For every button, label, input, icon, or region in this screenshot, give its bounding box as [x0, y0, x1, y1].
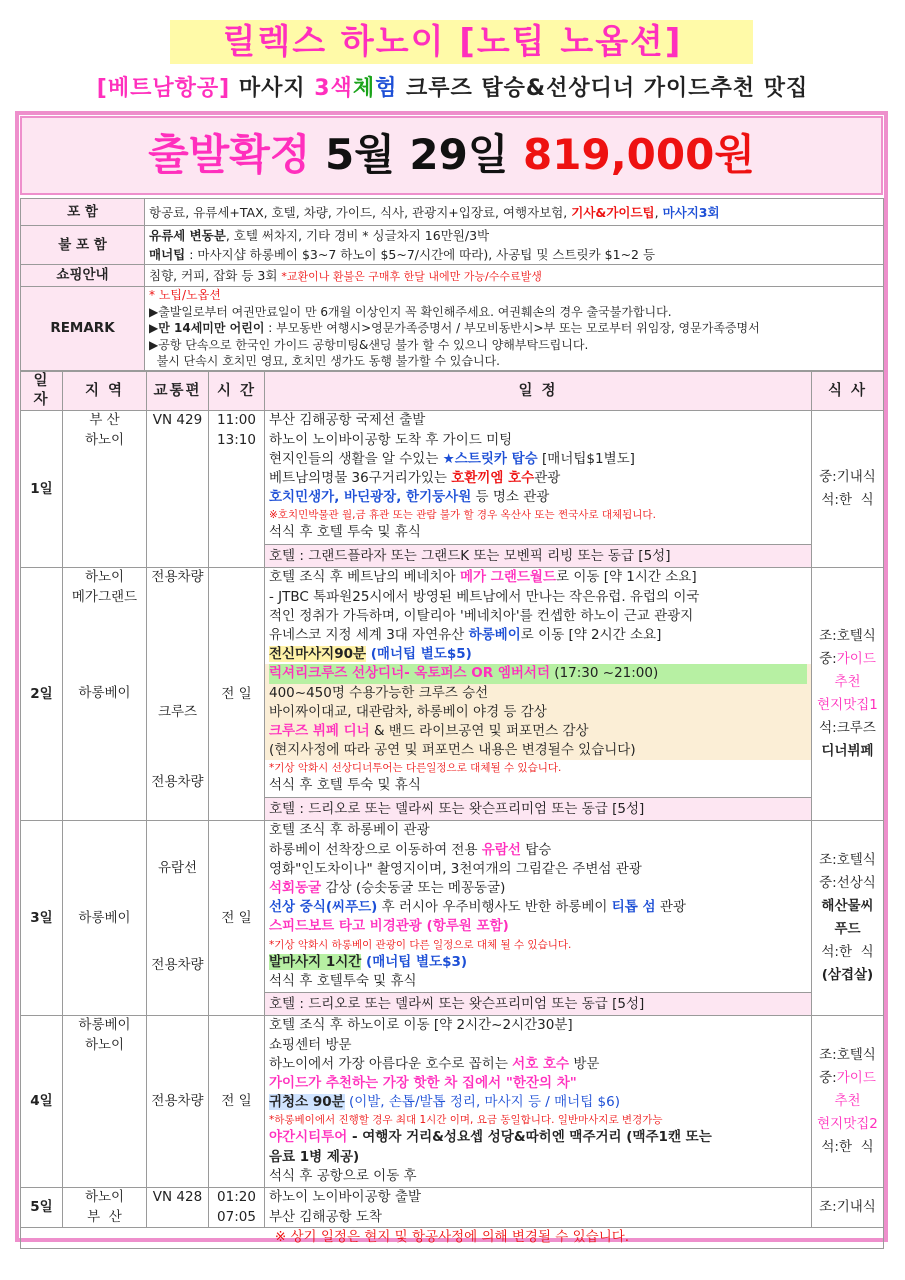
- day4-schedule: 호텔 조식 후 하노이로 이동 [약 2시간~2시간30분] 쇼핑센터 방문 하노이에서 가장 아름다운 호수로 꼽히는 서호 호수 방문 가이드가 추천하는 가장 핫한 차 집에서 "한잔의 차" 귀청소 90분 (이발, 손톱/발톱 정리, 마사지 등 / 매너팁 $6) *하롱베이에서 진행할 경우 최대 1시간 이며, 요금 동일합니다. 일반마사지로 변경가능 야간시티투어 - 여행자 거리&성요셉 성당&따히엔 맥주거리 (맥주1캔 또는 음료 1병 제공) 석식 후 공항으로 이동 후: [265, 1016, 812, 1188]
- day3-time: 전 일: [209, 821, 265, 1016]
- day5-region: 하노이 부 산: [63, 1188, 147, 1228]
- day1-row: [21, 411, 884, 545]
- header-transport: 교통편: [147, 372, 209, 411]
- subtitle-massage: 마사지: [230, 76, 315, 101]
- day2-cruise-block: 럭셔리크루즈 선상디너- 옥토퍼스 OR 엠버서더 (17:30 ~21:00) 400~450명 수용가능한 크루즈 승선 바이짜이대교, 대관람차, 하롱베이 야경 등 감상 크루즈 뷔페 디너 & 밴드 라이브공연 및 퍼포먼스 감상 (현지사정에 따라 공연 및 퍼포먼스 내용은 변경될수 있습니다): [265, 664, 811, 760]
- page-title: 릴렉스 하노이 [노팁 노옵션]: [222, 22, 683, 62]
- header-schedule: 일 정: [265, 372, 812, 411]
- day4-region: 하롱베이 하노이: [63, 1016, 147, 1188]
- day1-meal: 중:기내식 석:한 식: [812, 411, 884, 568]
- header-region: 지 역: [63, 372, 147, 411]
- day1-region: 부 산 하노이: [63, 411, 147, 568]
- day5-label: 5일: [21, 1188, 63, 1228]
- subtitle-airline: [베트남항공]: [96, 76, 231, 101]
- day5-schedule: 하노이 노이바이공항 출발 부산 김해공항 도착: [265, 1188, 812, 1228]
- day2-row: [21, 568, 884, 798]
- remark-label: REMARK: [21, 287, 145, 371]
- remark-text: * 노팁/노옵션 ▶출발일로부터 여권만료일이 만 6개월 이상인지 꼭 확인해주세요. 여권훼손의 경우 출국불가합니다. ▶만 14세미만 어린이 : 부모동반 여행시>영문가족증명서 / 부모비동반시>부 또는 모로부터 위임장, 영문가족증명서 ▶공항 단속으로 한국인 가이드 공항미팅&샌딩 불가 할 수 있으니 양해부탁드립니다. 불시 단속시 호치민 영묘, 호치민 생가도 동행 불가할 수 있습니다.: [145, 287, 884, 371]
- day2-time: 전 일: [209, 568, 265, 821]
- include-label: 포 함: [21, 199, 145, 226]
- footer-note: ※ 상기 일정은 현지 및 항공사정에 의해 변경될 수 있습니다.: [21, 1228, 884, 1248]
- schedule-table: [20, 371, 884, 1249]
- day5-row: [21, 1188, 884, 1228]
- day2-transport: 전용차량 크루즈 전용차량: [147, 568, 209, 821]
- subtitle-rest: 크루즈 탑승&선상디너 가이드추천 맛집: [397, 76, 809, 101]
- day5-transport: VN 428: [147, 1188, 209, 1228]
- day3-hotel: 호텔 : 드리오로 또는 델라씨 또는 왓슨프리미엄 또는 동급 [5성]: [265, 993, 812, 1016]
- schedule-header-row: [21, 372, 884, 411]
- day2-meal: 조:호텔식 중:가이드추천 현지맛집1 석:크루즈 디너뷔페: [812, 568, 884, 821]
- day2-hotel: 호텔 : 드리오로 또는 델라씨 또는 왓슨프리미엄 또는 동급 [5성]: [265, 798, 812, 821]
- subtitle-hum: 험: [375, 76, 398, 101]
- day4-label: 4일: [21, 1016, 63, 1188]
- day3-label: 3일: [21, 821, 63, 1016]
- day4-row: [21, 1016, 884, 1188]
- day3-meal: 조:호텔식 중:선상식 해산물씨푸드 석:한 식 (삼겹살): [812, 821, 884, 1016]
- day3-region: 하롱베이: [63, 821, 147, 1016]
- day5-time: 01:20 07:05: [209, 1188, 265, 1228]
- header-meal: 식 사: [812, 372, 884, 411]
- subtitle-che: 체: [352, 76, 376, 101]
- day4-transport: 전용차량: [147, 1016, 209, 1188]
- header-day: 일 자: [21, 372, 63, 411]
- day4-time: 전 일: [209, 1016, 265, 1188]
- day1-transport: VN 429: [147, 411, 209, 568]
- day1-time: 11:00 13:10: [209, 411, 265, 568]
- include-text: 항공료, 유류세+TAX, 호텔, 차량, 가이드, 식사, 관광지+입장료, 여행자보험, 기사&가이드팁, 마사지3회: [145, 199, 884, 226]
- day1-schedule: 부산 김해공항 국제선 출발 하노이 노이바이공항 도착 후 가이드 미팅 현지인들의 생활을 알 수있는 ★스트릿카 탑승 [매너팁$1별도] 베트남의명물 36구거리가있는 호환끼엠 호수관광 호치민생가, 바딘광장, 한기둥사원 등 명소 관광 ※호치민박물관 월,금 휴관 또는 관람 불가 할 경우 옥산사 또는 쩐국사로 대체됩니다. 석식 후 호텔 투숙 및 휴식: [265, 411, 812, 545]
- shopping-text: 침향, 커피, 잡화 등 3회 *교환이나 환불은 구매후 한달 내에만 가능/수수료발생: [145, 265, 884, 287]
- banner-confirmed: 출발확정: [148, 130, 311, 179]
- day1-hotel: 호텔 : 그랜드플라자 또는 그랜드K 또는 모벤픽 리빙 또는 동급 [5성]: [265, 545, 812, 568]
- day1-label: 1일: [21, 411, 63, 568]
- exclude-label: 불 포 함: [21, 226, 145, 265]
- day5-meal: 조:기내식: [812, 1188, 884, 1228]
- day3-row: [21, 821, 884, 993]
- day2-region: 하노이 메가그랜드 하롱베이: [63, 568, 147, 821]
- page-subtitle: [0, 72, 905, 106]
- banner-price: 819,000원: [523, 130, 755, 179]
- departure-banner: [20, 116, 883, 195]
- exclude-text: 유류세 변동분, 호텔 써차지, 기타 경비 * 싱글차지 16만원/3박 매너팁 : 마사지샵 하롱베이 $3~7 하노이 $5~7/시간에 따라), 사공팁 및 스트릿카 $1~2 등: [145, 226, 884, 265]
- day3-transport: 유람선 전용차량: [147, 821, 209, 1016]
- footer-row: [21, 1228, 884, 1248]
- banner-date: 5월 29일: [310, 130, 524, 179]
- info-table: [20, 198, 884, 371]
- subtitle-color: 3색: [314, 76, 353, 101]
- shopping-label: 쇼핑안내: [21, 265, 145, 287]
- header-time: 시 간: [209, 372, 265, 411]
- day4-meal: 조:호텔식 중:가이드추천 현지맛집2 석:한 식: [812, 1016, 884, 1188]
- day2-schedule: 호텔 조식 후 베트남의 베네치아 메가 그랜드월드로 이동 [약 1시간 소요] - JTBC 톡파원25시에서 방영된 베트남에서 만나는 작은유럽. 유럽의 이국 적인 정취가 가득하며, 이탈리아 '베네치아'를 컨셉한 하노이 근교 관광지 유네스코 지정 세계 3대 자연유산 하롱베이로 이동 [약 2시간 소요] 전신마사지90분 (매너팁 별도$5) 럭셔리크루즈 선상디너- 옥토퍼스 OR 엠버서더 (17:30 ~21:00) 400~450명 수용가능한 크루즈 승선 바이짜이대교, 대관람차, 하롱베이 야경 등 감상 크루즈 뷔페 디너 & 밴드 라이브공연 및 퍼포먼스 감상 (현지사정에 따라 공연 및 퍼포먼스 내용은 변경될수 있습니다) *기상 악화시 선상디너투어는 다른일정으로 대체될 수 있습니다. 석식 후 호텔 투숙 및 휴식: [265, 568, 812, 798]
- day2-label: 2일: [21, 568, 63, 821]
- day3-schedule: 호텔 조식 후 하롱베이 관광 하롱베이 선착장으로 이동하여 전용 유람선 탑승 영화"인도차이나" 촬영지이며, 3천여개의 그림같은 주변섬 관광 석회동굴 감상 (승솟동굴 또는 메꽁동굴) 선상 중식(씨푸드) 후 러시아 우주비행사도 반한 하롱베이 티톱 섬 관광 스피드보트 타고 비경관광 (항루원 포함) *기상 악화시 하롱베이 관광이 다른 일정으로 대체 될 수 있습니다. 발마사지 1시간 (매너팁 별도$3) 석식 후 호텔투숙 및 휴식: [265, 821, 812, 993]
